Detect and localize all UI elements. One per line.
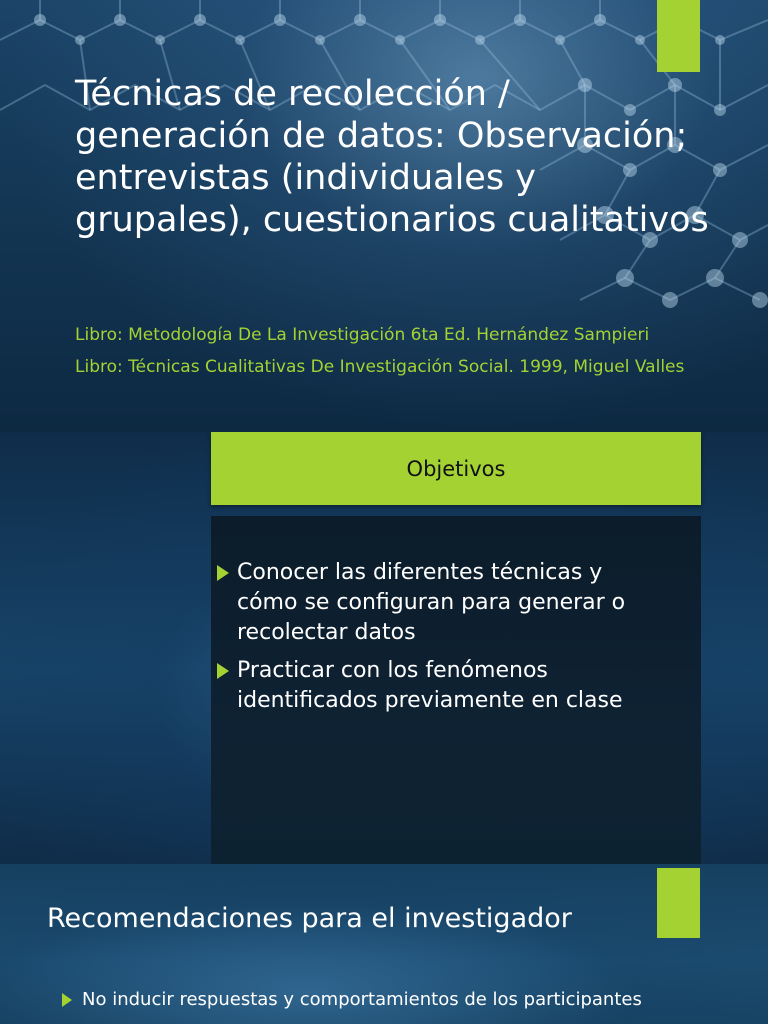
recommendations-title: Recomendaciones para el investigador bbox=[47, 903, 572, 934]
recommendations-slide bbox=[0, 864, 768, 1024]
objective-item bbox=[237, 656, 667, 716]
objective-text: Conocer las diferentes técnicas y cómo se configuran para generar o recolectar datos bbox=[237, 560, 626, 645]
slide-title: Técnicas de recolección / generación de datos: Observación; entrevistas (individuales y grupales), cuestionarios cualitativos bbox=[75, 74, 709, 240]
objectives-header-label: Objetivos bbox=[406, 456, 506, 481]
recommendation-item bbox=[82, 988, 642, 1012]
objectives-header bbox=[211, 432, 701, 505]
source-reference-2: Libro: Técnicas Cualitativas De Investigación Social. 1999, Miguel Valles bbox=[75, 357, 685, 377]
objective-item bbox=[237, 558, 667, 648]
accent-bar bbox=[657, 0, 700, 72]
bullet-triangle-icon bbox=[217, 663, 229, 679]
objective-text: Practicar con los fenómenos identificados previamente en clase bbox=[237, 658, 623, 713]
title-slide bbox=[0, 0, 768, 432]
accent-bar bbox=[657, 868, 700, 938]
objectives-content-box bbox=[211, 516, 701, 864]
source-reference-1: Libro: Metodología De La Investigación 6ta Ed. Hernández Sampieri bbox=[75, 325, 650, 345]
recommendation-text: No inducir respuestas y comportamientos de los participantes bbox=[82, 989, 642, 1010]
bullet-triangle-icon bbox=[62, 993, 72, 1007]
bullet-triangle-icon bbox=[217, 565, 229, 581]
objectives-slide bbox=[0, 432, 768, 864]
